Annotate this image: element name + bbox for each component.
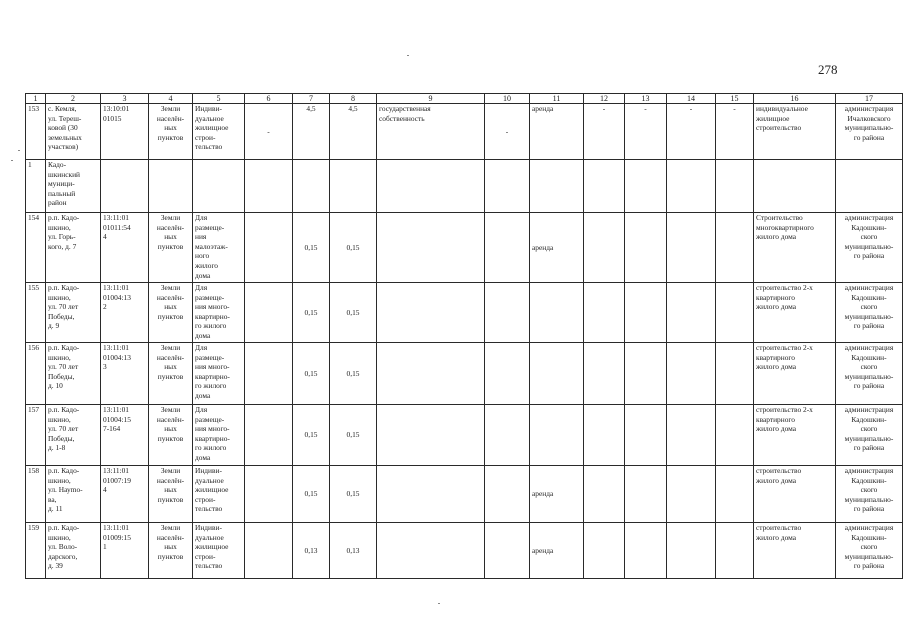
category-cell: Земли населён- ных пунктов [149,405,193,466]
cadastral-cell: 13:11:01 01009:15 1 [101,523,149,579]
permitted-use-cell: Индиви- дуальное жилищное строи- тельство [193,523,245,579]
empty-cell [377,466,485,523]
empty-cell [716,213,754,283]
row-number: 157 [26,405,46,466]
column-header: 17 [836,94,903,104]
empty-cell [485,283,530,343]
administration-cell: администрация Кадошкин- ского муниципально- го района [836,466,903,523]
area-cell: 0,15 [330,213,377,283]
purpose-cell: строительство жилого дома [754,466,836,523]
cadastral-cell: 13:10:01 01015 [101,104,149,160]
area-cell: 0,13 [330,523,377,579]
table-row [26,213,903,283]
empty-cell [716,160,754,213]
col12-cell: - [584,104,625,160]
empty-cell [716,283,754,343]
col14-cell: - [667,104,716,160]
empty-cell [485,213,530,283]
empty-cell [377,160,485,213]
column-header: 7 [293,94,330,104]
empty-cell [377,405,485,466]
area-cell: 0,15 [293,283,330,343]
scan-speck [11,160,13,161]
empty-cell [293,160,330,213]
column-header: 4 [149,94,193,104]
encumbrance-cell: аренда [530,104,584,160]
column-header: 10 [485,94,530,104]
permitted-use-cell: Для размеще- ния много- квартирно- го жилого дома [193,283,245,343]
empty-cell [584,405,625,466]
empty-cell [667,213,716,283]
address-cell: с. Кемля, ул. Тереш- ковой (30 земельных участков) [46,104,101,160]
table-row [26,343,903,405]
column-header: 8 [330,94,377,104]
row-number: 154 [26,213,46,283]
empty-cell [485,466,530,523]
table-row [26,283,903,343]
column-header: 14 [667,94,716,104]
area-cell: 0,15 [330,405,377,466]
empty-cell [101,160,149,213]
empty-cell [245,283,293,343]
empty-cell [625,523,667,579]
category-cell: Земли населён- ных пунктов [149,466,193,523]
area-cell: 4,5 [293,104,330,160]
permitted-use-cell: Индиви- дуальное жилищное строи- тельство [193,104,245,160]
land-plots-table [25,93,903,579]
table-row [26,405,903,466]
row-number: 155 [26,283,46,343]
column-header: 11 [530,94,584,104]
empty-cell [584,160,625,213]
empty-cell [836,160,903,213]
row-number: 153 [26,104,46,160]
column-header: 9 [377,94,485,104]
permitted-use-cell: Индиви- дуальное жилищное строи- тельство [193,466,245,523]
cadastral-cell: 13:11:01 01004:13 2 [101,283,149,343]
empty-cell [667,523,716,579]
row-number: 156 [26,343,46,405]
administration-cell: администрация Кадошкин- ского муниципально- го района [836,283,903,343]
empty-cell [584,343,625,405]
purpose-cell: индивидуальное жилищное строительство [754,104,836,160]
empty-cell [625,466,667,523]
column-number-row [26,94,903,104]
empty-cell [584,213,625,283]
column-header: 1 [26,94,46,104]
empty-cell [245,343,293,405]
table-row [26,523,903,579]
cadastral-cell: 13:11:01 01011:54 4 [101,213,149,283]
empty-cell [667,405,716,466]
encumbrance-cell: аренда [530,213,584,283]
cadastral-cell: 13:11:01 01004:15 7-164 [101,405,149,466]
empty-cell [485,523,530,579]
ownership-cell: государственная собственность [377,104,485,160]
row-number: 158 [26,466,46,523]
column-header: 6 [245,94,293,104]
empty-cell [245,405,293,466]
page-number: 278 [818,62,838,77]
empty-cell [754,160,836,213]
empty-cell [530,405,584,466]
area-cell: 0,15 [330,283,377,343]
empty-cell [485,160,530,213]
empty-cell [485,343,530,405]
table-row [26,466,903,523]
cadastral-cell: 13:11:01 01007:19 4 [101,466,149,523]
row-number: 1 [26,160,46,213]
area-cell: 0,13 [293,523,330,579]
empty-cell [149,160,193,213]
encumbrance-cell: аренда [530,523,584,579]
col13-cell: - [625,104,667,160]
address-cell: р.п. Кадо- шкино, ул. 70 лет Победы, д. 9 [46,283,101,343]
purpose-cell: строительство 2-х квартирного жилого дома [754,405,836,466]
empty-cell [625,283,667,343]
empty-cell [625,343,667,405]
administration-cell: администрация Кадошкин- ского муниципально- го района [836,405,903,466]
table-row [26,104,903,160]
encumbrance-cell: аренда [530,466,584,523]
area-cell: 4,5 [330,104,377,160]
district-cell: Кадо- шкинский муници- пальный район [46,160,101,213]
empty-cell [667,283,716,343]
table-row [26,160,903,213]
category-cell: Земли населён- ных пунктов [149,213,193,283]
col15-cell: - [716,104,754,160]
col10-cell: - [485,104,530,160]
empty-cell [584,283,625,343]
scan-speck [407,55,409,56]
column-header: 5 [193,94,245,104]
col6-cell: - [245,104,293,160]
empty-cell [667,466,716,523]
purpose-cell: строительство 2-х квартирного жилого дома [754,283,836,343]
column-header: 16 [754,94,836,104]
empty-cell [530,343,584,405]
empty-cell [667,343,716,405]
permitted-use-cell: Для размеще- ния малоэтаж- ного жилого дома [193,213,245,283]
empty-cell [485,405,530,466]
area-cell: 0,15 [293,466,330,523]
empty-cell [716,405,754,466]
purpose-cell: строительство 2-х квартирного жилого дома [754,343,836,405]
category-cell: Земли населён- ных пунктов [149,283,193,343]
empty-cell [716,343,754,405]
empty-cell [377,283,485,343]
empty-cell [584,466,625,523]
column-header: 3 [101,94,149,104]
area-cell: 0,15 [293,405,330,466]
empty-cell [193,160,245,213]
empty-cell [245,213,293,283]
column-header: 12 [584,94,625,104]
administration-cell: администрация Ичалковского муниципально- го района [836,104,903,160]
empty-cell [716,466,754,523]
address-cell: р.п. Кадо- шкино, ул. 70 лет Победы, д. 10 [46,343,101,405]
permitted-use-cell: Для размеще- ния много- квартирно- го жилого дома [193,343,245,405]
area-cell: 0,15 [293,213,330,283]
ownership-cell [377,213,485,283]
address-cell: р.п. Кадо- шкино, ул. Науmo- ва, д. 11 [46,466,101,523]
address-cell: р.п. Кадо- шкино, ул. Горь- кого, д. 7 [46,213,101,283]
category-cell: Земли населён- ных пунктов [149,523,193,579]
category-cell: Земли населён- ных пунктов [149,343,193,405]
empty-cell [245,160,293,213]
empty-cell [330,160,377,213]
column-header: 2 [46,94,101,104]
permitted-use-cell: Для размеще- ния много- квартирно- го жилого дома [193,405,245,466]
area-cell: 0,15 [330,343,377,405]
empty-cell [245,523,293,579]
area-cell: 0,15 [293,343,330,405]
empty-cell [377,523,485,579]
cadastral-cell: 13:11:01 01004:13 3 [101,343,149,405]
column-header: 13 [625,94,667,104]
scan-speck [18,150,20,151]
empty-cell [530,160,584,213]
empty-cell [377,343,485,405]
empty-cell [625,405,667,466]
purpose-cell: Строительство многоквартирного жилого дома [754,213,836,283]
purpose-cell: строительство жилого дома [754,523,836,579]
address-cell: р.п. Кадо- шкино, ул. 70 лет Победы, д. 1-8 [46,405,101,466]
administration-cell: администрация Кадошкин- ского муниципально- го района [836,523,903,579]
empty-cell [667,160,716,213]
area-cell: 0,15 [330,466,377,523]
address-cell: р.п. Кадо- шкино, ул. Воло- дарского, д. 39 [46,523,101,579]
empty-cell [625,160,667,213]
column-header: 15 [716,94,754,104]
administration-cell: администрация Кадошкин- ского муниципально- го района [836,343,903,405]
scan-speck [438,603,440,604]
empty-cell [245,466,293,523]
administration-cell: администрация Кадошкин- ского муниципально- го района [836,213,903,283]
empty-cell [716,523,754,579]
empty-cell [584,523,625,579]
category-cell: Земли населён- ных пунктов [149,104,193,160]
row-number: 159 [26,523,46,579]
empty-cell [530,283,584,343]
empty-cell [625,213,667,283]
